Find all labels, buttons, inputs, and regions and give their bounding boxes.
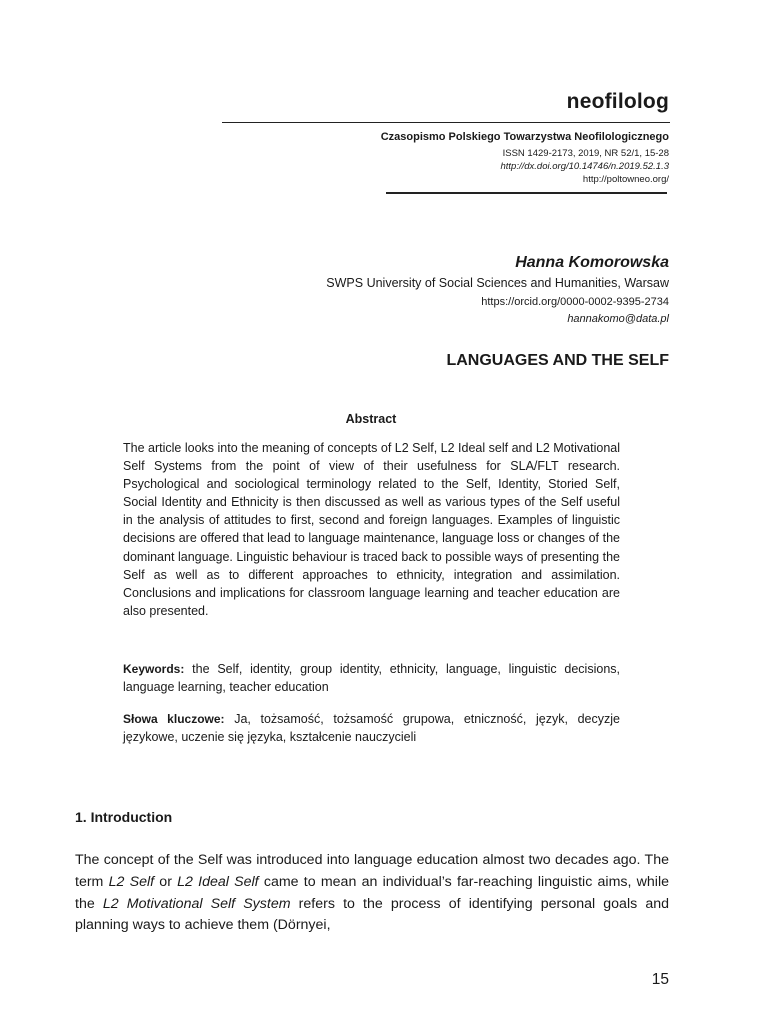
author-email-link[interactable]: hannakomo@data.pl	[567, 313, 669, 325]
header-rule-top	[222, 122, 670, 123]
author-affiliation: SWPS University of Social Sciences and Humanities, Warsaw	[326, 276, 669, 290]
journal-subtitle: Czasopismo Polskiego Towarzystwa Neofilologicznego	[380, 131, 669, 143]
intro-paragraph	[75, 850, 669, 937]
intro-text-part: came to mean an individual’s far-reaching linguistic aims, while the	[75, 873, 669, 912]
keywords-text: the Self, identity, group identity, ethnicity, language, linguistic decisions, language learning, teacher education	[123, 662, 620, 695]
polish-keywords-label: Słowa kluczowe:	[123, 712, 225, 726]
abstract-text: The article looks into the meaning of concepts of L2 Self, L2 Ideal self and L2 Motivational Self Systems from the point of view of their usefulness for SLA/FLT research. Psychological and sociological terminology related to the Self, Identity, Storied Self, Social Identity and Ethnicity is then discussed as well as various types of the Self useful in the analysis of attitudes to first, second and foreign languages. Examples of linguistic decisions are offered that lead to language maintenance, language loss or changes of the dominant language. Linguistic behaviour is traced back to possible ways of presenting the Self as well as to different approaches to ethnicity, integration and assimilation. Conclusions and implications for classroom language learning and teacher education are also presented.	[123, 441, 620, 618]
intro-term-l2-self: L2 Self	[108, 873, 155, 890]
intro-text-part: or	[154, 873, 178, 890]
doi-link[interactable]: http://dx.doi.org/10.14746/n.2019.52.1.3	[500, 161, 669, 172]
abstract-heading: Abstract	[345, 412, 397, 426]
page-number: 15	[651, 971, 669, 988]
section-heading: 1. Introduction	[75, 809, 173, 825]
paper-title: LANGUAGES AND THE SELF	[446, 352, 669, 369]
polish-keywords-text: Ja, tożsamość, tożsamość grupowa, etniczność, język, decyzje językowe, uczenie się języka, kształcenie nauczycieli	[123, 712, 620, 745]
author-orcid-link[interactable]: https://orcid.org/0000-0002-9395-2734	[481, 296, 669, 308]
intro-text-part: The concept of the Self was introduced into language education almost two decades ago. The term	[75, 852, 669, 890]
journal-url-link[interactable]: http://poltowneo.org/	[582, 174, 669, 185]
keywords-paragraph	[123, 660, 620, 696]
intro-text-part: refers to the process of identifying personal goals and planning ways to achieve them (Dörnyei,	[75, 895, 670, 934]
issn-line: ISSN 1429-2173, 2019, NR 52/1, 15-28	[502, 148, 669, 159]
header-rule-bottom	[386, 192, 667, 194]
keywords-label: Keywords:	[123, 662, 185, 676]
author-name: Hanna Komorowska	[515, 254, 669, 271]
journal-title: neofilolog	[566, 90, 669, 113]
polish-keywords-paragraph	[123, 710, 620, 746]
intro-term-l2-ideal-self: L2 Ideal Self	[177, 873, 259, 890]
intro-term-l2-motivational-self-system: L2 Motivational Self System	[102, 895, 291, 912]
